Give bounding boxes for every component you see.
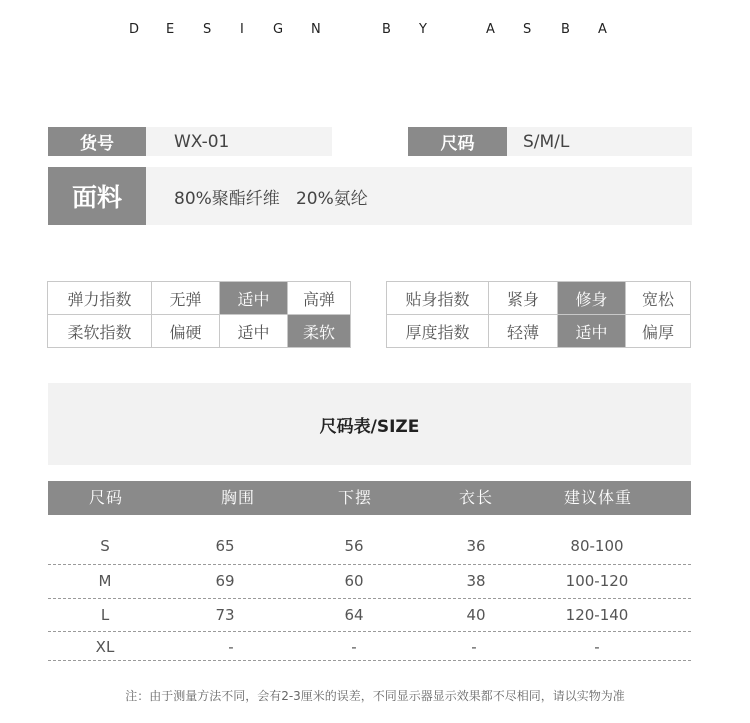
indicator-option-selected: 适中 <box>220 282 288 315</box>
cell-length: 38 <box>466 572 486 590</box>
fabric-label: 面料 <box>48 167 146 225</box>
indicator-table-right <box>386 281 691 348</box>
cell-size: L <box>100 606 110 624</box>
cell-length: 40 <box>466 606 486 624</box>
indicator-label: 厚度指数 <box>387 315 489 348</box>
cell-size: M <box>98 572 112 590</box>
brand-letter: Y <box>419 22 427 37</box>
cell-bust: 69 <box>215 572 235 590</box>
cell-bust: 65 <box>215 537 235 555</box>
indicator-table-left <box>47 281 351 348</box>
brand-letter: S <box>203 22 212 37</box>
indicator-option-selected: 修身 <box>558 282 626 315</box>
table-row <box>48 600 691 630</box>
column-header-hem: 下摆 <box>337 488 373 507</box>
cell-weight: 100-120 <box>565 572 629 590</box>
indicator-row-thickness <box>387 315 691 348</box>
cell-length: 36 <box>466 537 486 555</box>
cell-bust: 73 <box>215 606 235 624</box>
brand-letter: I <box>240 22 244 37</box>
measurement-note: 注：由于测量方法不同，会有2-3厘米的误差，不同显示器显示效果都不尽相同，请以实物为准 <box>125 689 625 703</box>
cell-hem: 64 <box>344 606 364 624</box>
cell-weight: 80-100 <box>570 537 624 555</box>
brand-letter: S <box>523 22 532 37</box>
cell-size: S <box>100 537 110 555</box>
brand-letter: A <box>486 22 495 37</box>
brand-letter: G <box>273 22 284 37</box>
indicator-option: 紧身 <box>489 282 558 315</box>
indicator-option: 轻薄 <box>489 315 558 348</box>
indicator-option: 高弹 <box>288 282 351 315</box>
indicator-option-selected: 柔软 <box>288 315 351 348</box>
indicator-label: 柔软指数 <box>48 315 152 348</box>
indicator-row-fit <box>387 282 691 315</box>
column-header-bust: 胸围 <box>220 488 256 507</box>
indicator-option: 宽松 <box>626 282 691 315</box>
cell-size: XL <box>95 638 115 656</box>
size-chart-heading: 尺码表/SIZE <box>48 383 691 465</box>
brand-letter: A <box>598 22 607 37</box>
brand-letter: B <box>382 22 391 37</box>
indicator-label: 弹力指数 <box>48 282 152 315</box>
brand-letter: N <box>311 22 321 37</box>
column-header-weight: 建议体重 <box>563 488 633 507</box>
cell-length: - <box>471 638 477 656</box>
brand-line <box>0 22 750 42</box>
indicator-option: 无弹 <box>152 282 220 315</box>
brand-letter: D <box>129 22 140 37</box>
brand-letter: B <box>561 22 570 37</box>
size-label: 尺码 <box>408 127 507 156</box>
size-value: S/M/L <box>507 127 692 156</box>
cell-hem: 60 <box>344 572 364 590</box>
table-row <box>48 632 691 662</box>
indicator-option: 偏硬 <box>152 315 220 348</box>
table-row <box>48 566 691 596</box>
cell-hem: 56 <box>344 537 364 555</box>
indicator-label: 贴身指数 <box>387 282 489 315</box>
size-table-header <box>48 481 691 515</box>
row-divider <box>48 598 691 599</box>
indicator-row-elasticity <box>48 282 351 315</box>
table-row <box>48 531 691 561</box>
item-no-label: 货号 <box>48 127 146 156</box>
brand-letter: E <box>166 22 175 37</box>
item-no-value: WX-01 <box>146 127 332 156</box>
indicator-option-selected: 适中 <box>558 315 626 348</box>
indicator-row-softness <box>48 315 351 348</box>
indicator-option: 适中 <box>220 315 288 348</box>
cell-weight: - <box>594 638 600 656</box>
row-divider <box>48 660 691 661</box>
fabric-value: 80%聚酯纤维 20%氨纶 <box>146 167 692 225</box>
cell-bust: - <box>228 638 234 656</box>
column-header-size: 尺码 <box>88 488 124 507</box>
indicator-option: 偏厚 <box>626 315 691 348</box>
row-divider <box>48 564 691 565</box>
cell-hem: - <box>351 638 357 656</box>
cell-weight: 120-140 <box>565 606 629 624</box>
column-header-length: 衣长 <box>458 488 494 507</box>
